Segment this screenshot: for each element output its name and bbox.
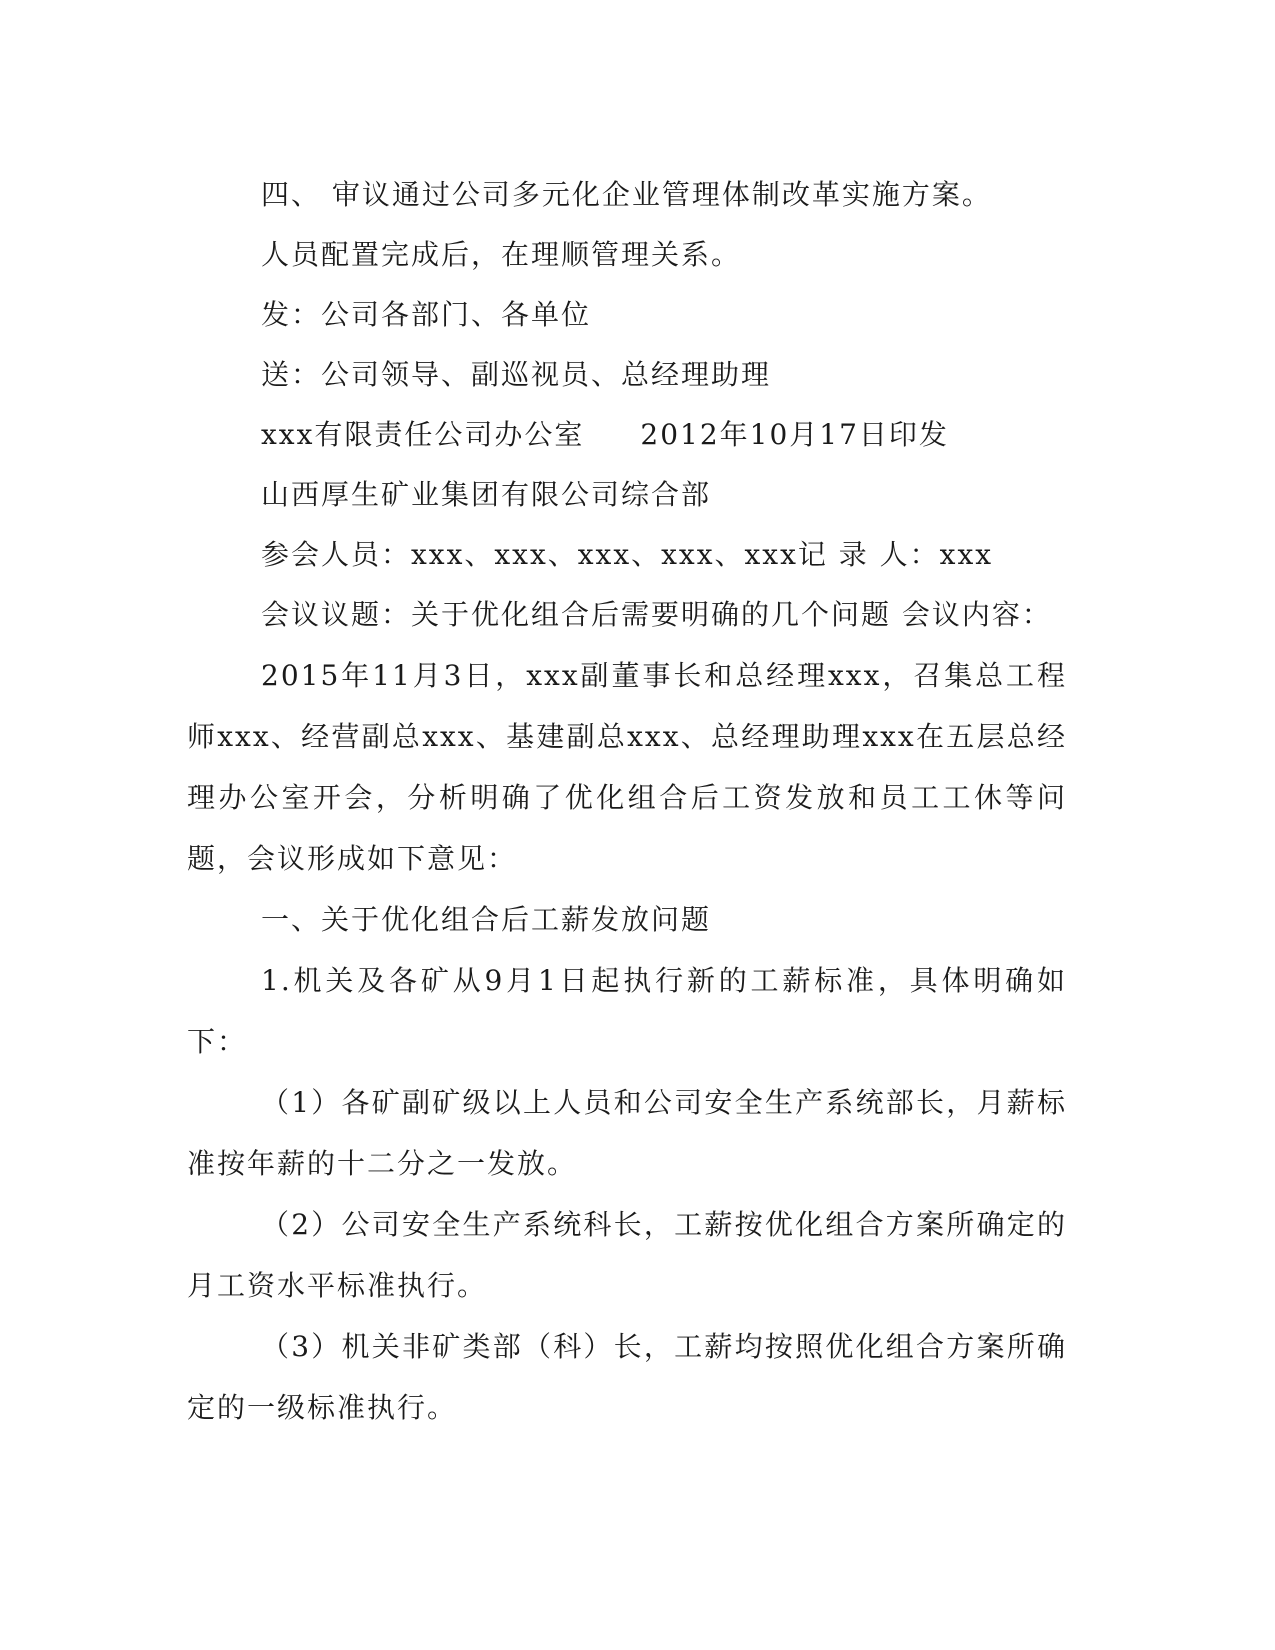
copy-to: 送：公司领导、副巡视员、总经理助理 [261, 358, 772, 391]
department-name: 山西厚生矿业集团有限公司综合部 [261, 478, 712, 511]
document-body [187, 165, 1067, 1438]
attendees-line: 参会人员：xxx、xxx、xxx、xxx、xxx记 录 人：xxx [261, 538, 994, 571]
salary-subitem-2: （2）公司安全生产系统科长，工薪按优化组合方案所确定的月工资水平标准执行。 [187, 1208, 1067, 1302]
salary-item-1: 1.机关及各矿从9月1日起执行新的工薪标准，具体明确如下： [187, 964, 1067, 1058]
resolution-item-four: 四、 审议通过公司多元化企业管理体制改革实施方案。 [261, 178, 992, 211]
issuer-line [187, 405, 1067, 465]
staffing-note: 人员配置完成后，在理顺管理关系。 [261, 238, 742, 271]
meeting-summary-paragraph: 2015年11月3日，xxx副董事长和总经理xxx，召集总工程师xxx、经营副总xxx、基建副总xxx、总经理助理xxx在五层总经理办公室开会，分析明确了优化组合后工资发放和员工工休等问题，会议形成如下意见： [187, 659, 1067, 875]
issuing-office: xxx有限责任公司办公室 [261, 418, 585, 451]
salary-subitem-1: （1）各矿副矿级以上人员和公司安全生产系统部长，月薪标准按年薪的十二分之一发放。 [187, 1086, 1067, 1180]
salary-subitem-3: （3）机关非矿类部（科）长，工薪均按照优化组合方案所确定的一级标准执行。 [187, 1330, 1067, 1424]
meeting-topic-line: 会议议题：关于优化组合后需要明确的几个问题 会议内容： [261, 598, 1052, 631]
distribution-to: 发：公司各部门、各单位 [261, 298, 592, 331]
section-heading-salary: 一、关于优化组合后工薪发放问题 [261, 903, 712, 936]
issue-date: 2012年10月17日印发 [640, 418, 949, 451]
